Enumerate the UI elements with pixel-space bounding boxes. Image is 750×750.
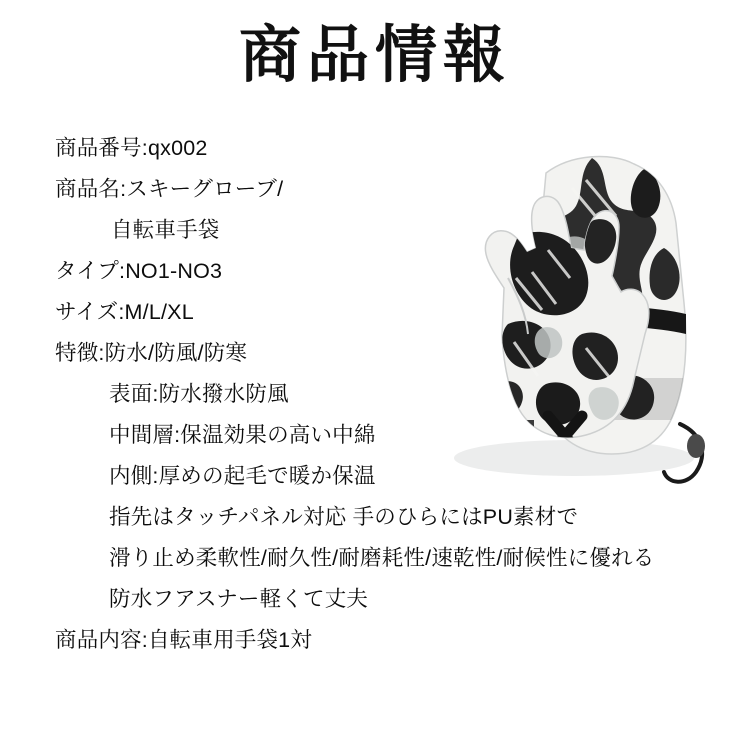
spec-item-features: 特徴:防水/防風/防寒 bbox=[55, 341, 248, 365]
spec-item-surface: 表面:防水撥水防風 bbox=[109, 382, 289, 406]
spec-item-product-name: 商品名:スキーグローブ/ bbox=[55, 177, 284, 201]
spec-item-package-contents: 商品内容:自転車用手袋1対 bbox=[55, 628, 313, 652]
page-title: 商品情報 bbox=[238, 21, 511, 90]
spec-item-middle-layer: 中間層:保温効果の高い中綿 bbox=[109, 423, 376, 447]
spec-item-zipper: 防水フアスナー軽くて丈夫 bbox=[109, 587, 369, 611]
spec-item-touchscreen: 指先はタッチパネル対応 手のひらにはPU素材で bbox=[109, 505, 579, 529]
spec-item-type: タイプ:NO1-NO3 bbox=[55, 259, 223, 283]
spec-item-product-number: 商品番号:qx002 bbox=[55, 136, 208, 160]
page-title-area bbox=[0, 0, 750, 112]
spec-item-grip: 滑り止め柔軟性/耐久性/耐磨耗性/速乾性/耐候性に優れる bbox=[109, 546, 655, 570]
spec-item-product-name-cont: 自転車手袋 bbox=[111, 218, 220, 242]
ski-gloves-photo bbox=[396, 128, 726, 528]
spec-item-inner-layer: 内側:厚めの起毛で暖か保温 bbox=[109, 464, 376, 488]
footer-bar bbox=[0, 724, 750, 750]
spec-item-size: サイズ:M/L/XL bbox=[55, 300, 194, 324]
